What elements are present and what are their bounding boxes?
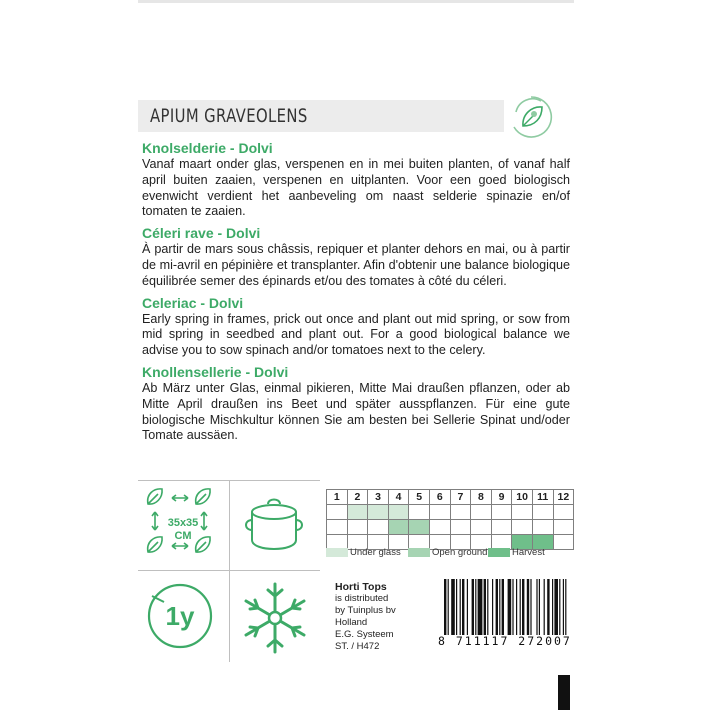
calendar-cell [429,520,450,535]
latin-name: APIUM GRAVEOLENS [150,105,308,127]
barcode-bar [472,579,474,635]
section-heading-fr: Céleri rave - Dolvi [142,225,261,242]
calendar-cell [532,520,553,535]
spacing-label: 35x35 CM [167,517,199,542]
calendar-cell [368,505,389,520]
title-bar [138,100,504,132]
calendar-cell [553,535,574,550]
calendar-month-12: 12 [553,490,574,505]
calendar-cell [368,520,389,535]
calendar-month-9: 9 [491,490,512,505]
calendar-cell [491,505,512,520]
section-text-en: Early spring in frames, prick out once and plant out mid spring, or sow from mid spring in seedbed and plant out. For a good biological balance we advise you to sow spinach and/or tomatoes next to the celery. [142,311,570,358]
barcode-bar [502,579,504,635]
barcode-bar [499,579,500,635]
barcode-bar [456,579,457,635]
barcode-number: 8 711117 272007 [438,634,572,648]
barcode-bar [444,579,446,635]
barcode-bar [460,579,461,635]
calendar-cell [347,520,368,535]
distributor-name: Horti Tops [335,581,387,593]
legend-open-ground: Open ground [408,547,487,558]
barcode-bar [554,579,558,635]
calendar-month-3: 3 [368,490,389,505]
calendar-month-11: 11 [532,490,553,505]
calendar-cell [388,520,409,535]
sowing-calendar [326,489,574,550]
barcode-bar [492,579,493,635]
calendar-month-1: 1 [327,490,348,505]
calendar-cell [553,505,574,520]
lifespan-circle-icon [142,578,220,656]
section-heading-de: Knollensellerie - Dolvi [142,363,289,380]
barcode-bar [516,579,517,635]
lifespan-label: 1y [165,601,195,631]
barcode-bar [508,579,512,635]
instructions [142,140,570,449]
barcode-bar [467,579,468,635]
calendar-cell [450,520,471,535]
barcode-bar [563,579,564,635]
barcode-bar [487,579,488,635]
icons-divider-vertical [229,480,230,662]
calendar-row [327,520,574,535]
barcode-bar [522,579,524,635]
calendar-table [326,489,574,550]
calendar-cell [512,520,533,535]
legend-swatch-open [408,548,430,557]
snowflake-icon [236,578,314,658]
barcode-bar [530,579,531,635]
calendar-cell [409,505,430,520]
legend-under-glass: Under glass [326,547,401,558]
section-text-de: Ab März unter Glas, einmal pikieren, Mitte Mai draußen pflanzen, oder ab Mitte April draußen ins Beet und später ausspflanzen. Für eine gute biologische Mischkultur können Sie am besten bei Sellerie Spinat und/oder Tomate aussäen. [142,380,570,443]
calendar-cell [388,505,409,520]
barcode-bar [520,579,521,635]
calendar-cell [327,520,348,535]
barcode-bar [496,579,498,635]
calendar-month-6: 6 [429,490,450,505]
barcode-bar [539,579,540,635]
calendar-month-2: 2 [347,490,368,505]
calendar-row [327,505,574,520]
calendar-cell [553,520,574,535]
barcode-bar [462,579,464,635]
black-bar [558,675,570,710]
calendar-month-8: 8 [471,490,492,505]
calendar-month-10: 10 [512,490,533,505]
barcode-bar [484,579,486,635]
calendar-cell [471,520,492,535]
barcode [442,579,570,635]
section-text-nl: Vanaf maart onder glas, verspenen en in mei buiten planten, of vanaf half april buiten zaaien, verspenen en uitplanten. Voor een goed biologisch evenwicht verdient het aanbeveling om naast selderie spinazie en/of tomaten te zaaien. [142,157,570,219]
section-heading-nl: Knolselderie - Dolvi [142,140,273,156]
calendar-month-5: 5 [409,490,430,505]
top-edge-line [138,0,574,3]
pot-icon [238,490,310,562]
barcode-bar [475,579,476,635]
calendar-month-7: 7 [450,490,471,505]
legend-swatch-under [326,548,348,557]
barcode-bar [565,579,566,635]
calendar-cell [450,505,471,520]
barcode-bar [448,579,449,635]
barcode-bar [544,579,545,635]
distributor-info: Horti Tops is distributed by Tuinplus bv Holland E.G. Systeem ST. / H472 [335,581,396,652]
barcode-bar [559,579,560,635]
barcode-bar [512,579,513,635]
section-text-fr: À partir de mars sous châssis, repiquer et planter dehors en mai, ou à partir de mi-avril en pépinière et transplanter. Afin d'obtenir une balance biologique équilibrée semer des épinards et/ou des tomates à côté du céleri. [142,242,570,288]
barcode-bar [547,579,549,635]
calendar-cell [512,505,533,520]
calendar-month-4: 4 [388,490,409,505]
calendar-cell [429,505,450,520]
legend-swatch-harvest [488,548,510,557]
leaf-circle-logo-icon [506,92,556,142]
calendar-cell [491,520,512,535]
calendar-cell [347,505,368,520]
calendar-cell [471,505,492,520]
barcode-bar [552,579,553,635]
calendar-cell [327,505,348,520]
barcode-bar [451,579,455,635]
barcode-bar [527,579,529,635]
calendar-cell [409,520,430,535]
barcode-bar [536,579,537,635]
calendar-cell [532,505,553,520]
barcode-bar [478,579,483,635]
legend-harvest: Harvest [488,547,545,558]
section-heading-en: Celeriac - Dolvi [142,294,244,311]
